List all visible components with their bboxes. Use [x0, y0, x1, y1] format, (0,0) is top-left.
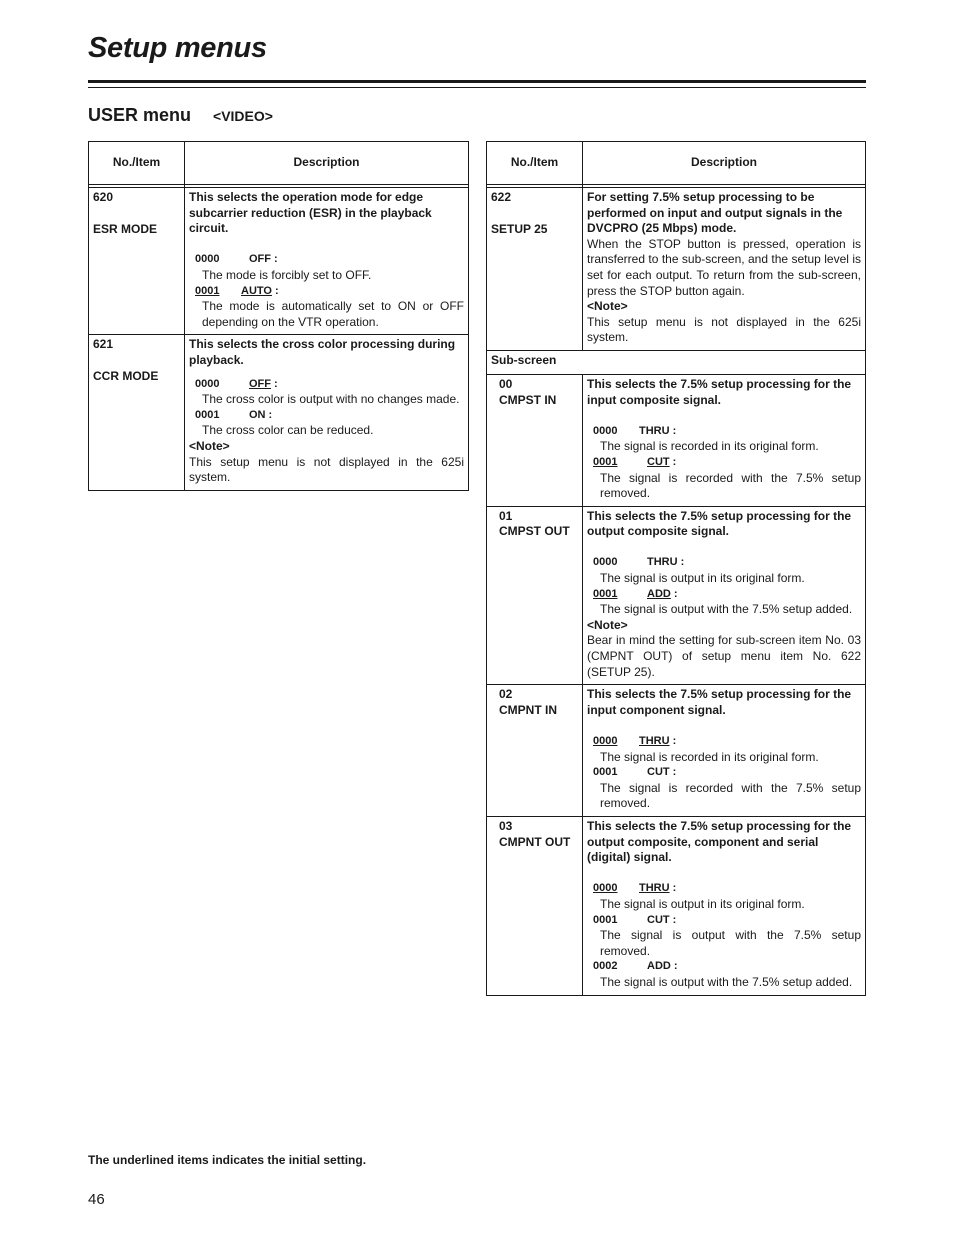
page-title: Setup menus	[88, 32, 267, 64]
table-row-subscreen	[487, 350, 866, 374]
footnote: The underlined items indicates the initial setting.	[88, 1153, 367, 1167]
table-header-row	[487, 142, 866, 185]
description-cell-620	[185, 188, 469, 335]
item-lead: This selects the 7.5% setup processing for the input component signal.	[587, 687, 852, 717]
description-cell-621	[185, 335, 469, 490]
item-cell-03	[487, 816, 583, 995]
item-cell-00	[487, 374, 583, 506]
header-description: Description	[185, 142, 469, 185]
option-text: The signal is output in its original form.	[600, 896, 805, 911]
option-text: The signal is recorded with the 7.5% setup removed.	[600, 780, 861, 811]
item-lead: This selects the 7.5% setup processing for the input composite signal.	[587, 376, 852, 407]
item-number: 620	[93, 190, 114, 204]
option-line: 0001 ON :	[195, 408, 273, 421]
item-body: When the STOP button is pressed, operation is transferred to the sub-screen, and the setup level is set for each output. To return from the sub-screen, press the STOP button again.	[587, 236, 861, 298]
item-cell-01	[487, 506, 583, 685]
note-label: <Note>	[587, 299, 628, 314]
item-number: 622	[491, 190, 512, 204]
header-no-item: No./Item	[487, 142, 583, 185]
option-line: 0001 CUT :	[593, 913, 677, 926]
option-text: The signal is output with the 7.5% setup removed.	[600, 928, 861, 958]
note-text: This setup menu is not displayed in the 625i system.	[587, 314, 861, 345]
item-number: 02	[499, 687, 513, 702]
option-line: 0001 ADD :	[593, 587, 678, 600]
item-name: CMPST OUT	[499, 524, 570, 539]
option-line: 0000 OFF :	[195, 377, 278, 390]
item-lead: This selects the 7.5% setup processing for the output composite signal.	[587, 508, 852, 539]
option-text: The signal is output with the 7.5% setup added.	[600, 974, 853, 989]
subscreen-heading: Sub-screen	[487, 350, 866, 374]
left-menu-table	[88, 141, 469, 491]
option-line: 0001 AUTO :	[195, 284, 279, 297]
table-row-02	[487, 685, 866, 817]
item-name: SETUP 25	[491, 221, 548, 236]
item-number: 01	[499, 508, 513, 523]
section-heading	[88, 105, 273, 126]
item-name: CMPST IN	[499, 392, 557, 407]
header-no-item: No./Item	[89, 142, 185, 185]
table-row-622	[487, 188, 866, 351]
section-subtitle: <VIDEO>	[213, 108, 273, 124]
item-lead: For setting 7.5% setup processing to be performed on input and output signals in the DVCPRO (25 Mbps) mode.	[587, 190, 843, 236]
note-text: Bear in mind the setting for sub-screen item No. 03 (CMPNT OUT) of setup menu item No. 622 (SETUP 25).	[587, 633, 861, 679]
option-text: The cross color can be reduced.	[202, 423, 374, 438]
option-line: 0000 THRU :	[593, 424, 677, 437]
right-menu-table	[486, 141, 866, 996]
option-text: The signal is recorded in its original form.	[600, 749, 819, 764]
item-name: CCR MODE	[93, 368, 159, 383]
title-rule-thin	[88, 87, 866, 88]
description-cell-02	[583, 685, 866, 817]
option-text: The signal is output with the 7.5% setup added.	[600, 602, 853, 617]
table-row-620	[89, 188, 469, 335]
option-line: 0000 THRU :	[593, 882, 677, 895]
page-number: 46	[88, 1191, 105, 1208]
option-line: 0001 CUT :	[593, 766, 677, 779]
item-number: 03	[499, 818, 513, 833]
option-text: The signal is output in its original form.	[600, 571, 805, 586]
item-cell-02	[487, 685, 583, 817]
option-line: 0000 OFF :	[195, 253, 278, 266]
table-header-row	[89, 142, 469, 185]
item-lead: This selects the operation mode for edge subcarrier reduction (ESR) in the playback circuit.	[189, 190, 432, 236]
item-number: 00	[499, 376, 513, 391]
note-label: <Note>	[587, 617, 628, 632]
header-description: Description	[583, 142, 866, 185]
option-line: 0001 CUT :	[593, 455, 677, 468]
table-row-03	[487, 816, 866, 995]
option-text: The cross color is output with no changes made.	[202, 392, 460, 407]
table-row-01	[487, 506, 866, 685]
description-cell-01	[583, 506, 866, 685]
table-row-621	[89, 335, 469, 490]
option-text: The signal is recorded in its original form.	[600, 439, 819, 454]
item-name: CMPNT IN	[499, 702, 557, 717]
option-text: The signal is recorded with the 7.5% setup removed.	[600, 470, 861, 501]
description-cell-03	[583, 816, 866, 995]
section-title: USER menu	[88, 105, 192, 125]
description-cell-00	[583, 374, 866, 506]
item-cell-620	[89, 188, 185, 335]
option-text: The mode is automatically set to ON or OFF depending on the VTR operation.	[202, 299, 464, 329]
description-cell-622	[583, 188, 866, 351]
option-line: 0000 THRU :	[593, 735, 677, 747]
item-name: CMPNT OUT	[499, 834, 571, 849]
note-text: This setup menu is not displayed in the 625i system.	[189, 454, 464, 485]
option-text: The mode is forcibly set to OFF.	[202, 267, 372, 282]
item-name: ESR MODE	[93, 221, 158, 236]
table-row-00	[487, 374, 866, 506]
title-rule	[88, 80, 866, 83]
item-number: 621	[93, 337, 114, 352]
option-line: 0002 ADD :	[593, 960, 678, 973]
option-line: 0000 THRU :	[593, 556, 685, 569]
item-lead: This selects the cross color processing during playback.	[189, 337, 456, 367]
item-cell-621	[89, 335, 185, 490]
item-lead: This selects the 7.5% setup processing for the output composite, component and serial (digital) signal.	[587, 818, 852, 865]
note-label: <Note>	[189, 438, 230, 453]
item-cell-622	[487, 188, 583, 351]
